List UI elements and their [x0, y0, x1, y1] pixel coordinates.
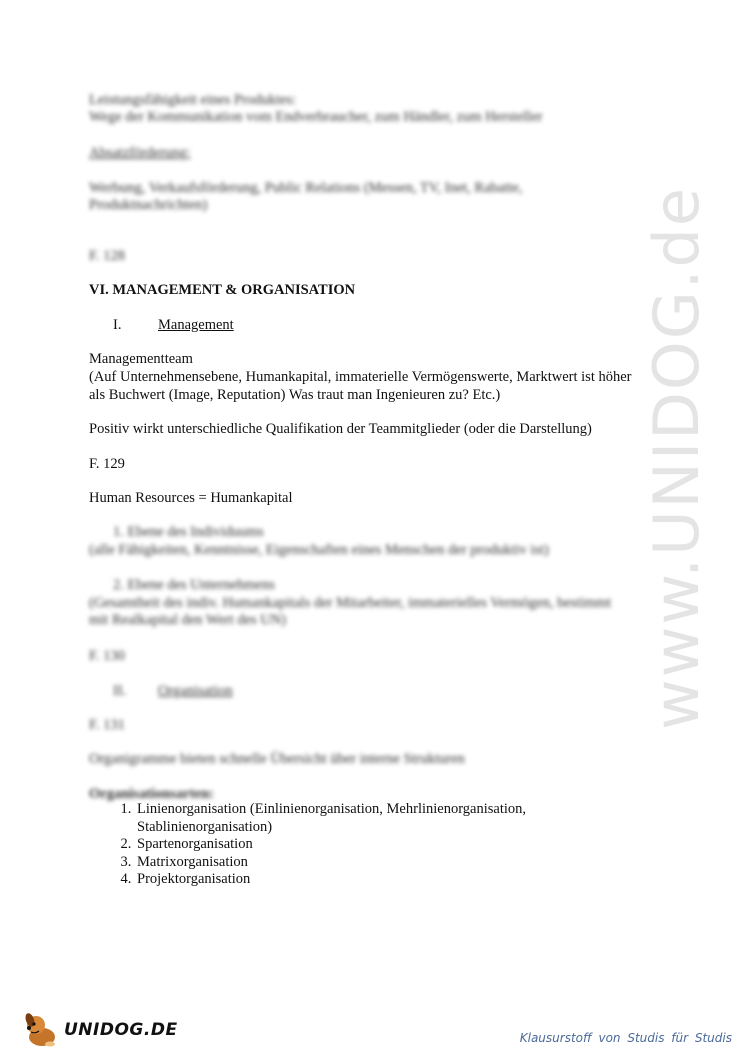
list-item: 4. Projektorganisation	[135, 871, 526, 889]
blurred-ref: F. 130	[89, 648, 125, 664]
positive-line: Positiv wirkt unterschiedliche Qualifikation der Teammitglieder (oder die Darstellung)	[89, 421, 592, 437]
section-title: VI. MANAGEMENT & ORGANISATION	[89, 282, 356, 298]
subsection-number: I.	[113, 317, 122, 333]
blurred-line: Produktnachrichten)	[89, 197, 208, 213]
list-item-continuation: Stablinienorganisation)	[137, 818, 273, 835]
mgmt-team-line: (Auf Unternehmensebene, Humankapital, immaterielle Vermögenswerte, Marktwert ist höher	[89, 369, 632, 385]
blurred-ref: F. 131	[89, 717, 125, 733]
dog-mascot-icon	[22, 1010, 62, 1050]
blurred-heading: Organisationsarten:	[89, 786, 214, 802]
blurred-item: 1. Ebene des Individuums	[113, 524, 264, 540]
ref-129: F. 129	[89, 456, 125, 472]
blurred-line: (Gesamtheit des indiv. Humankapitals der Mitarbeiter, immaterielles Vermögen, bestimmt	[89, 595, 612, 611]
hr-line: Human Resources = Humankapital	[89, 490, 293, 506]
list-item: 1. Linienorganisation (Einlinienorganisation, Mehrlinienorganisation, Stablinienorganisation)	[135, 801, 526, 836]
blurred-line: Leistungsfähigkeit eines Produktes:	[89, 92, 296, 108]
list-item: 2. Spartenorganisation	[135, 836, 526, 854]
blurred-line: Werbung, Verkaufsförderung, Public Relations (Messen, TV, Inet, Rabatte,	[89, 180, 523, 196]
blurred-line: Organigramme bieten schnelle Übersicht über interne Strukturen	[89, 751, 465, 767]
subsection-label: Management	[158, 317, 234, 333]
org-types-list	[89, 801, 526, 889]
blurred-line: (alle Fähigkeiten, Kenntnisse, Eigenschaften eines Menschen der produktiv ist)	[89, 542, 549, 558]
blurred-subsection-label: Organisation	[158, 683, 233, 699]
blurred-line: mit Realkapital den Wert des UN)	[89, 612, 287, 628]
list-item: 3. Matrixorganisation	[135, 854, 526, 872]
logo-text: UNIDOG.DE	[64, 1020, 178, 1040]
footer-tagline: Klausurstoff von Studis für Studis	[519, 1031, 732, 1045]
blurred-heading: Absatzförderung:	[89, 145, 191, 161]
blurred-item: 2. Ebene des Unternehmens	[113, 577, 275, 593]
blurred-subsection-number: II.	[113, 683, 127, 699]
blurred-ref: F. 128	[89, 248, 125, 264]
mgmt-team-title: Managementteam	[89, 351, 193, 367]
unidog-logo[interactable]	[22, 1010, 178, 1050]
blurred-line: Wege der Kommunikation vom Endverbraucher, zum Händler, zum Hersteller	[89, 109, 543, 125]
watermark: www.UNIDOG.de	[640, 186, 713, 730]
mgmt-team-line: als Buchwert (Image, Reputation) Was traut man Ingenieuren zu? Etc.)	[89, 387, 501, 403]
